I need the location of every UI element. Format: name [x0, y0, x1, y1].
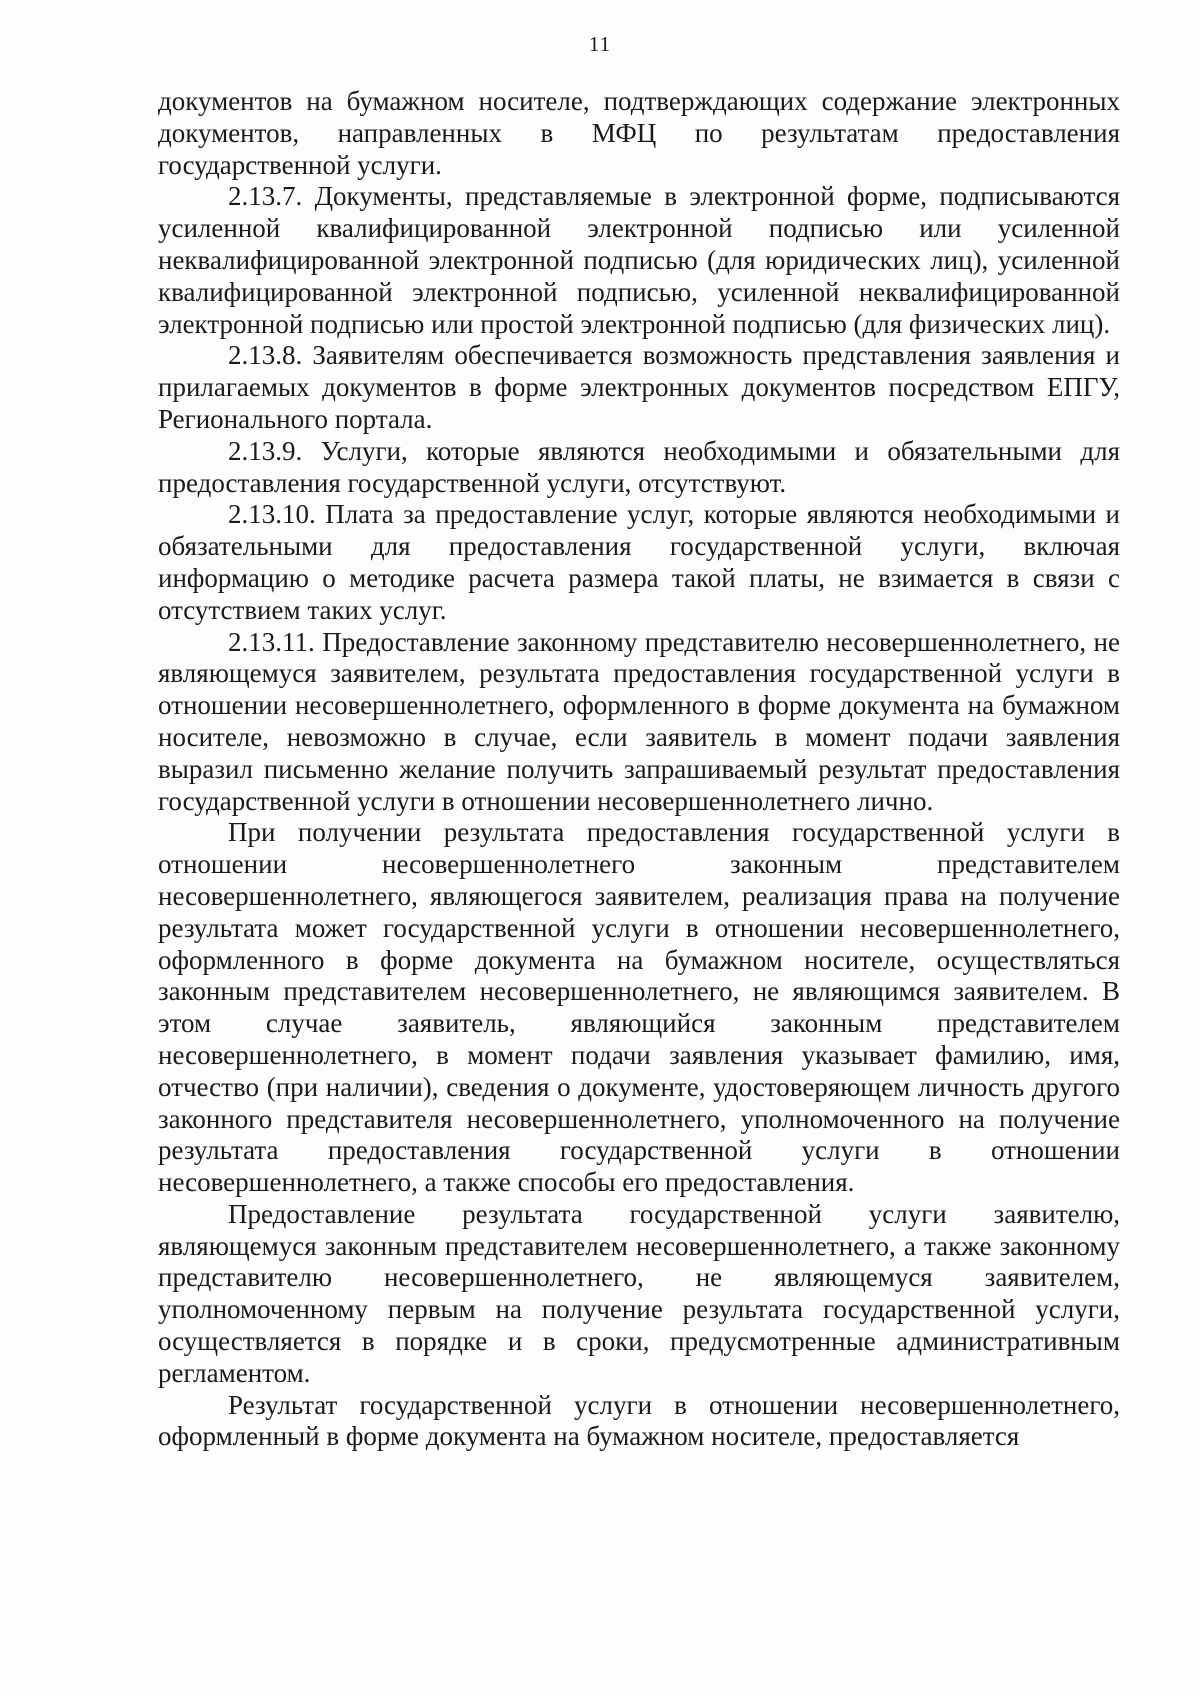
paragraph-2-13-8: 2.13.8. Заявителям обеспечивается возможность представления заявления и прилагаемых документов в форме электронных документов посредством ЕПГУ, Регионального портала. — [158, 340, 1120, 434]
paragraph-2-13-10: 2.13.10. Плата за предоставление услуг, которые являются необходимыми и обязательными для предоставления государственной услуги, включая информацию о методике расчета размера такой платы, не взимается в связи с отсутствием таких услуг. — [158, 499, 1120, 625]
paragraph-2-13-11: 2.13.11. Предоставление законному представителю несовершеннолетнего, не являющемуся заявителем, результата предоставления государственной услуги в отношении несовершеннолетнего, оформленного в форме документа на бумажном носителе, невозможно в случае, если заявитель в момент подачи заявления выразил письменно желание получить запрашиваемый результат предоставления государственной услуги в отношении несовершеннолетнего лично. — [158, 626, 1120, 816]
paragraph-2-13-9: 2.13.9. Услуги, которые являются необходимыми и обязательными для предоставления государственной услуги, отсутствуют. — [158, 435, 1120, 498]
paragraph-provision-order: Предоставление результата государственной услуги заявителю, являющемуся законным представителем несовершеннолетнего, а также законному представителю несовершеннолетнего, не являющемуся заявителем, уполномоченному первым на получение результата государственной услуги, осуществляется в порядке и в сроки, предусмотренные административным регламентом. — [158, 1198, 1120, 1388]
paragraph-continuation: документов на бумажном носителе, подтверждающих содержание электронных документов, направленных в МФЦ по результатам предоставления государственной услуги. — [158, 86, 1120, 180]
paragraph-2-13-7: 2.13.7. Документы, представляемые в электронной форме, подписываются усиленной квалифицированной электронной подписью или усиленной неквалифицированной электронной подписью (для юридических лиц), усиленной квалифицированной электронной подписью, усиленной неквалифицированной электронной подписью или простой электронной подписью (для физических лиц). — [158, 181, 1120, 339]
paragraph-result-paper-form: Результат государственной услуги в отношении несовершеннолетнего, оформленный в форме документа на бумажном носителе, предоставляется — [158, 1389, 1120, 1452]
page-number: 11 — [588, 32, 612, 56]
document-body — [158, 86, 1120, 1453]
paragraph-receipt-by-representative: При получении результата предоставления государственной услуги в отношении несовершеннолетнего законным представителем несовершеннолетнего, являющегося заявителем, реализация права на получение результата может государственной услуги в отношении несовершеннолетнего, оформленного в форме документа на бумажном носителе, осуществляться законным представителем несовершеннолетнего, не являющимся заявителем. В этом случае заявитель, являющийся законным представителем несовершеннолетнего, в момент подачи заявления указывает фамилию, имя, отчество (при наличии), сведения о документе, удостоверяющем личность другого законного представителя несовершеннолетнего, уполномоченного на получение результата предоставления государственной услуги в отношении несовершеннолетнего, а также способы его предоставления. — [158, 817, 1120, 1198]
